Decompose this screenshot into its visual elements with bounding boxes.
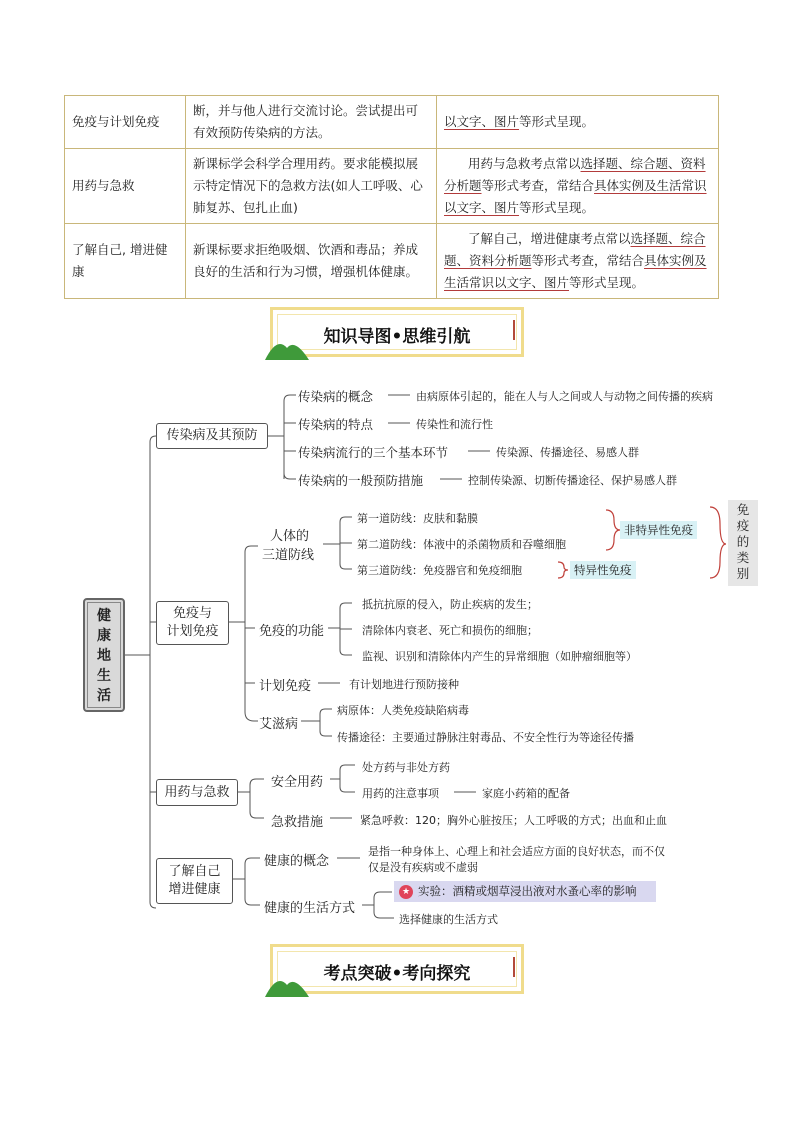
mindmap-root bbox=[83, 598, 125, 712]
mindmap-banner-title: 知识导图•思维引航 bbox=[323, 327, 471, 347]
health-concept-value: 仅是没有疾病或不虚弱 bbox=[368, 861, 478, 874]
underlined-text: 具体实例及生活常识以文字、图片 bbox=[444, 253, 707, 290]
root-char: 康 bbox=[97, 628, 111, 644]
safe-medicine-item: 用药的注意事项 bbox=[362, 787, 439, 800]
b1-item-value: 传染性和流行性 bbox=[416, 418, 493, 431]
exam-cell bbox=[437, 224, 719, 299]
first-aid-label: 急救措施 bbox=[271, 815, 324, 830]
immune-function-item: 监视、识别和清除体内产生的异常细胞（如肿瘤细胞等） bbox=[362, 650, 637, 663]
aids-item: 传播途径：主要通过静脉注射毒品、不安全性行为等途径传播 bbox=[337, 731, 634, 744]
choose-lifestyle: 选择健康的生活方式 bbox=[399, 913, 498, 926]
branch-label: 免疫与 bbox=[172, 606, 212, 621]
b1-item-key: 传染病流行的三个基本环节 bbox=[298, 445, 449, 460]
aids-label: 艾滋病 bbox=[259, 717, 299, 732]
underlined-text: 选择题、综合题、资料分析题 bbox=[444, 231, 706, 268]
exam-text: 等形式考查，常结合 bbox=[531, 253, 645, 268]
root-char: 健 bbox=[97, 608, 111, 624]
exam-banner-title: 考点突破•考向探究 bbox=[323, 964, 471, 984]
root-char: 生 bbox=[97, 668, 111, 684]
immunity-category bbox=[728, 500, 758, 586]
mountain-icon bbox=[263, 971, 311, 997]
root-char: 地 bbox=[97, 648, 111, 664]
exam-text: 了解自己，增进健康考点常以 bbox=[468, 231, 631, 246]
table-row bbox=[65, 224, 719, 299]
healthy-lifestyle-label: 健康的生活方式 bbox=[264, 901, 356, 916]
branch-label: 计划免疫 bbox=[166, 624, 219, 639]
topic-cell: 免疫与计划免疫 bbox=[65, 96, 186, 149]
aids-item: 病原体：人类免疫缺陷病毒 bbox=[337, 704, 469, 717]
safe-medicine-item: 处方药与非处方药 bbox=[362, 761, 450, 774]
table-row bbox=[65, 149, 719, 224]
banner-accent-bar bbox=[513, 320, 515, 340]
b1-item-key: 传染病的特点 bbox=[298, 417, 374, 432]
underlined-text: 具体实例及生活常识以文字、图片 bbox=[444, 178, 707, 215]
defense-label: 人体的 bbox=[270, 529, 310, 544]
standard-cell: 断，并与他人进行交流讨论。尝试提出可有效预防传染病的方法。 bbox=[186, 96, 437, 149]
exam-text: 用药与急救考点常以 bbox=[468, 156, 581, 171]
defense-line: 第二道防线：体液中的杀菌物质和吞噬细胞 bbox=[357, 538, 566, 551]
exam-text: 等形式考查，常结合 bbox=[481, 178, 595, 193]
branch-label: 增进健康 bbox=[168, 882, 221, 897]
table-row bbox=[65, 96, 719, 149]
mindmap-banner bbox=[270, 307, 524, 357]
branch-know-yourself bbox=[156, 858, 233, 904]
planned-immunity-label: 计划免疫 bbox=[259, 679, 312, 694]
immune-function-item: 清除体内衰老、死亡和损伤的细胞； bbox=[362, 624, 538, 637]
defense-line: 第一道防线：皮肤和黏膜 bbox=[357, 512, 478, 525]
safe-medicine-label: 安全用药 bbox=[271, 775, 324, 790]
category-char: 的 bbox=[736, 534, 750, 549]
health-concept-label: 健康的概念 bbox=[264, 854, 330, 869]
underlined-text: 选择题、综合题、资料分析题 bbox=[444, 156, 706, 193]
b1-item-value: 由病原体引起的，能在人与人之间或人与动物之间传播的疾病 bbox=[416, 390, 713, 403]
category-char: 疫 bbox=[736, 518, 750, 533]
topic-cell: 了解自己, 增进健康 bbox=[65, 224, 186, 299]
experiment-text: 实验：酒精或烟草浸出液对水蚤心率的影响 bbox=[418, 884, 637, 898]
specific-immunity-tag: 特异性免疫 bbox=[570, 561, 636, 579]
exam-table bbox=[64, 95, 719, 299]
nonspecific-immunity-tag: 非特异性免疫 bbox=[620, 521, 697, 539]
b1-item-value: 控制传染源、切断传播途径、保护易感人群 bbox=[468, 474, 677, 487]
health-concept-value: 是指一种身体上、心理上和社会适应方面的良好状态，而不仅 bbox=[368, 845, 665, 858]
banner-accent-bar bbox=[513, 957, 515, 977]
defense-label: 三道防线 bbox=[262, 548, 315, 563]
defense-line: 第三道防线：免疫器官和免疫细胞 bbox=[357, 564, 522, 577]
category-char: 别 bbox=[736, 566, 750, 581]
immune-function-item: 抵抗抗原的侵入，防止疾病的发生； bbox=[362, 598, 538, 611]
branch-medicine-first-aid: 用药与急救 bbox=[156, 779, 238, 806]
medicine-kit: 家庭小药箱的配备 bbox=[482, 787, 570, 800]
exam-text: 等形式呈现。 bbox=[569, 275, 645, 290]
b1-item-key: 传染病的一般预防措施 bbox=[298, 473, 424, 488]
star-icon: ★ bbox=[399, 885, 413, 899]
root-char: 活 bbox=[97, 688, 111, 704]
topic-cell: 用药与急救 bbox=[65, 149, 186, 224]
exam-text: 等形式呈现。 bbox=[519, 114, 595, 129]
exam-cell bbox=[437, 149, 719, 224]
branch-infectious-disease: 传染病及其预防 bbox=[156, 423, 268, 449]
exam-text: 等形式呈现。 bbox=[519, 200, 595, 215]
standard-cell: 新课标学会科学合理用药。要求能模拟展示特定情况下的急救方法(如人工呼吸、心肺复苏、包扎止血) bbox=[186, 149, 437, 224]
branch-label: 了解自己 bbox=[168, 864, 221, 879]
immune-function-label: 免疫的功能 bbox=[259, 624, 325, 639]
mountain-icon bbox=[263, 334, 311, 360]
category-char: 免 bbox=[736, 502, 750, 517]
experiment-highlight bbox=[394, 881, 656, 902]
exam-cell bbox=[437, 96, 719, 149]
planned-immunity-value: 有计划地进行预防接种 bbox=[349, 678, 459, 691]
b1-item-value: 传染源、传播途径、易感人群 bbox=[496, 446, 639, 459]
branch-immunity bbox=[156, 601, 229, 645]
exam-banner bbox=[270, 944, 524, 994]
first-aid-value: 紧急呼救：120；胸外心脏按压；人工呼吸的方式；出血和止血 bbox=[360, 814, 667, 827]
standard-cell: 新课标要求拒绝吸烟、饮酒和毒品；养成良好的生活和行为习惯，增强机体健康。 bbox=[186, 224, 437, 299]
category-char: 类 bbox=[736, 550, 750, 565]
underlined-text: 以文字、图片 bbox=[444, 114, 520, 129]
b1-item-key: 传染病的概念 bbox=[298, 389, 374, 404]
